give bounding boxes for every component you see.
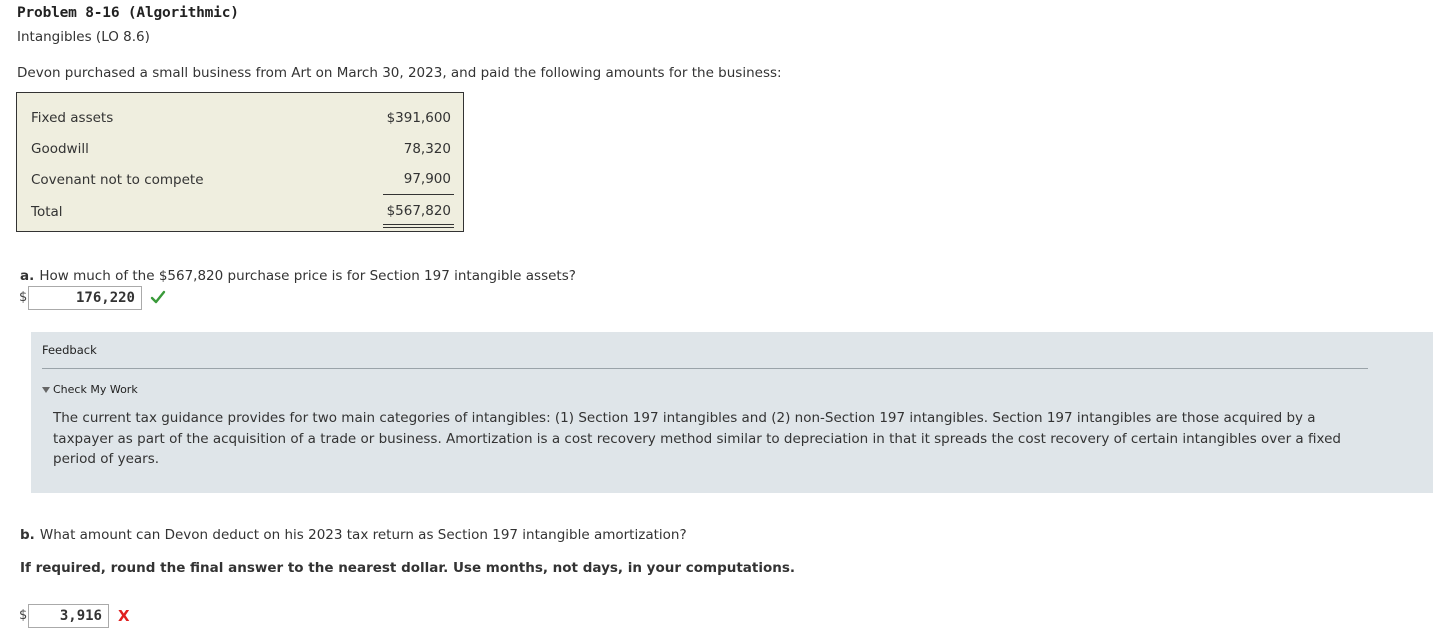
row-label-covenant: Covenant not to compete	[31, 172, 204, 188]
row-label-goodwill: Goodwill	[31, 141, 89, 157]
row-label-total: Total	[31, 204, 63, 220]
answer-a-input[interactable]: 176,220	[28, 286, 142, 310]
answer-b-input[interactable]: 3,916	[28, 604, 109, 628]
problem-subtitle: Intangibles (LO 8.6)	[17, 29, 150, 45]
purchase-table	[16, 92, 464, 232]
row-label-fixed-assets: Fixed assets	[31, 110, 114, 126]
problem-intro: Devon purchased a small business from Art on March 30, 2023, and paid the following amounts for the business:	[17, 65, 782, 81]
feedback-label: Feedback	[42, 343, 97, 357]
question-a-text: How much of the $567,820 purchase price is for Section 197 intangible assets?	[39, 268, 576, 284]
row-value-fixed-assets: $391,600	[386, 110, 451, 126]
question-a-currency: $	[19, 290, 28, 305]
check-my-work-toggle[interactable]	[42, 383, 138, 396]
question-b	[20, 524, 687, 543]
question-a-letter: a.	[20, 268, 35, 284]
total-double-rule	[383, 224, 454, 228]
question-b-text: What amount can Devon deduct on his 2023 tax return as Section 197 intangible amortization?	[39, 527, 687, 543]
feedback-divider	[42, 368, 1368, 369]
check-my-work-label: Check My Work	[53, 383, 138, 396]
question-b-currency: $	[19, 608, 28, 623]
row-value-covenant: 97,900	[403, 171, 451, 187]
row-value-total: $567,820	[386, 203, 451, 219]
question-b-instruction: If required, round the final answer to the nearest dollar. Use months, not days, in your computations.	[20, 560, 796, 576]
row-value-goodwill: 78,320	[403, 141, 451, 157]
collapse-triangle-icon	[42, 387, 50, 393]
question-a	[20, 265, 576, 284]
subtotal-rule	[383, 194, 454, 195]
correct-check-icon	[150, 289, 166, 309]
feedback-text: The current tax guidance provides for two main categories of intangibles: (1) Section 197 intangibles and (2) non-Section 197 intangibles. Section 197 intangibles are those acquired by a taxpayer as part of the acquisition of a trade or business. Amortization is a cost recovery method similar to depreciation in that it spreads the cost recovery of certain intangibles over a fixed period of years.	[53, 410, 1341, 467]
question-b-letter: b.	[20, 527, 35, 543]
incorrect-x-icon: X	[118, 607, 130, 625]
problem-title: Problem 8-16 (Algorithmic)	[17, 5, 239, 21]
